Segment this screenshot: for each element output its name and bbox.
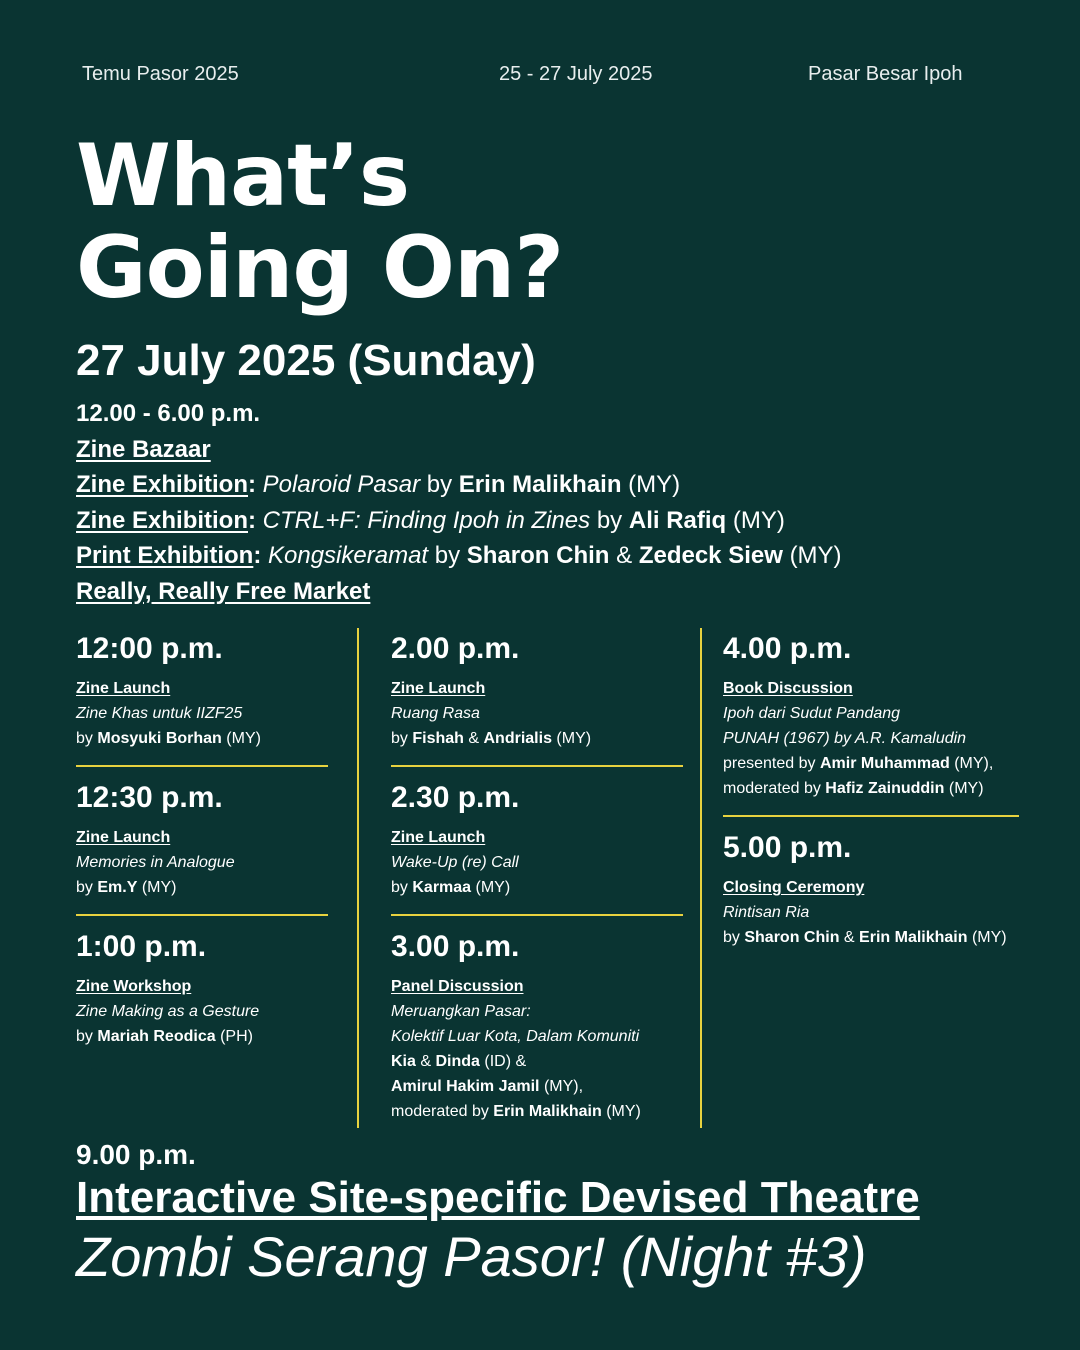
- headline-line-1: What’s: [76, 126, 410, 226]
- slot-category[interactable]: Zine Launch: [391, 829, 486, 846]
- by-text: by: [76, 879, 93, 896]
- country-code: (MY): [628, 471, 681, 498]
- slot-category[interactable]: Panel Discussion: [391, 978, 524, 995]
- exhibition-3-label[interactable]: Print Exhibition: [76, 542, 254, 569]
- by-text: by: [391, 879, 408, 896]
- exhibition-3: Print Exhibition: Kongsikeramat by Sharon Chin & Zedeck Siew (MY): [76, 542, 842, 569]
- artist-name: Ali Rafiq: [628, 506, 727, 534]
- slot-category[interactable]: Zine Workshop: [76, 978, 192, 995]
- by-text: by: [426, 471, 453, 498]
- exhibition-2: Zine Exhibition: CTRL+F: Finding Ipoh in Zines by Ali Rafiq (MY): [76, 506, 785, 534]
- by-text: by: [434, 542, 461, 569]
- all-day-programme: [76, 396, 842, 609]
- moderator-name: Hafiz Zainuddin: [825, 780, 945, 797]
- country-code: (MY): [556, 730, 592, 747]
- speaker-name: Dinda: [435, 1053, 480, 1070]
- by-text: by: [391, 730, 408, 747]
- slot-time: 3.00 p.m.: [391, 930, 520, 963]
- column-divider: [357, 628, 359, 1128]
- schedule-slot: [723, 630, 1019, 815]
- speaker-name: Karmaa: [412, 879, 472, 896]
- country-code: (MY): [606, 1103, 641, 1120]
- free-market-link[interactable]: Really, Really Free Market: [76, 577, 371, 605]
- schedule-slot: [391, 914, 683, 1138]
- headline: [76, 126, 564, 318]
- presented-by-text: presented by: [723, 755, 816, 772]
- exhibition-1-title: Polaroid Pasar: [262, 471, 421, 498]
- country-code: (MY): [948, 780, 984, 797]
- ampersand: &: [843, 929, 855, 946]
- country-code: (MY): [141, 879, 177, 896]
- slot-category[interactable]: Zine Launch: [76, 680, 171, 697]
- speaker-name: Fishah: [412, 730, 464, 747]
- country-code: (MY): [789, 542, 842, 569]
- country-code: (ID) &: [484, 1053, 527, 1070]
- moderator-name: Erin Malikhain: [493, 1103, 602, 1120]
- exhibition-1-label[interactable]: Zine Exhibition: [76, 471, 248, 498]
- slot-category[interactable]: Book Discussion: [723, 680, 853, 697]
- moderated-by-text: moderated by: [391, 1103, 489, 1120]
- country-code: (MY),: [543, 1078, 584, 1095]
- slot-title: Memories in Analogue: [76, 854, 235, 871]
- schedule-slot: [76, 914, 328, 1063]
- exhibition-2-label[interactable]: Zine Exhibition: [76, 506, 248, 534]
- column-divider: [700, 628, 702, 1128]
- slot-time: 12:00 p.m.: [76, 632, 223, 665]
- event-dates: 25 - 27 July 2025: [499, 63, 653, 85]
- ampersand: &: [616, 542, 633, 569]
- night-title-link[interactable]: Interactive Site-specific Devised Theatre: [76, 1173, 920, 1222]
- all-day-time: 12.00 - 6.00 p.m.: [76, 400, 261, 427]
- country-code: (PH): [220, 1028, 253, 1045]
- country-code: (MY),: [954, 755, 994, 772]
- by-text: by: [723, 929, 740, 946]
- schedule-slot: [76, 630, 328, 765]
- event-name: Temu Pasor 2025: [82, 63, 239, 85]
- speaker-name: Erin Malikhain: [859, 929, 968, 946]
- speaker-name: Kia: [391, 1053, 416, 1070]
- schedule-slot: [76, 765, 328, 914]
- artist-name: Erin Malikhain: [458, 471, 622, 498]
- artist-name: Sharon Chin: [466, 542, 610, 569]
- day-title: 27 July 2025 (Sunday): [76, 336, 536, 385]
- slot-category[interactable]: Zine Launch: [76, 829, 171, 846]
- slot-time: 12:30 p.m.: [76, 781, 223, 814]
- slot-title: Meruangkan Pasar:: [391, 1003, 531, 1020]
- exhibition-2-title: CTRL+F: Finding Ipoh in Zines: [262, 506, 591, 534]
- event-venue: Pasar Besar Ipoh: [808, 63, 963, 85]
- artist-name: Zedeck Siew: [638, 542, 783, 569]
- schedule-column-1: [76, 630, 328, 1063]
- schedule-slot: [391, 630, 683, 765]
- country-code: (MY): [475, 879, 511, 896]
- speaker-name: Amirul Hakim Jamil: [391, 1078, 540, 1095]
- zine-bazaar-link[interactable]: Zine Bazaar: [76, 435, 211, 463]
- speaker-name: Mosyuki Borhan: [97, 730, 222, 747]
- exhibition-1: Zine Exhibition: Polaroid Pasar by Erin Malikhain (MY): [76, 471, 681, 498]
- slot-title: Wake-Up (re) Call: [391, 854, 519, 871]
- slot-time: 5.00 p.m.: [723, 831, 852, 864]
- slot-title: Zine Khas untuk IIZF25: [76, 705, 243, 722]
- ampersand: &: [420, 1053, 432, 1070]
- slot-title: Zine Making as a Gesture: [76, 1003, 260, 1020]
- slot-category[interactable]: Zine Launch: [391, 680, 486, 697]
- speaker-name: Andrialis: [483, 730, 552, 747]
- slot-title: Kolektif Luar Kota, Dalam Komuniti: [391, 1028, 640, 1045]
- night-subtitle: Zombi Serang Pasor! (Night #3): [76, 1225, 867, 1288]
- night-time: 9.00 p.m.: [76, 1139, 196, 1170]
- by-text: by: [596, 506, 623, 534]
- exhibition-3-title: Kongsikeramat: [268, 542, 429, 569]
- schedule-slot: [723, 815, 1019, 964]
- slot-title: PUNAH (1967) by A.R. Kamaludin: [723, 730, 967, 747]
- country-code: (MY): [226, 730, 261, 747]
- by-text: by: [76, 730, 93, 747]
- slot-time: 2.00 p.m.: [391, 632, 520, 665]
- night-programme: [76, 1138, 920, 1290]
- slot-title: Rintisan Ria: [723, 904, 810, 921]
- speaker-name: Sharon Chin: [744, 929, 840, 946]
- speaker-name: Amir Muhammad: [819, 755, 950, 772]
- country-code: (MY): [971, 929, 1007, 946]
- moderated-by-text: moderated by: [723, 780, 821, 797]
- slot-title: Ruang Rasa: [391, 705, 480, 722]
- schedule-column-3: [723, 630, 1019, 964]
- ampersand: &: [468, 730, 480, 747]
- slot-title: Ipoh dari Sudut Pandang: [723, 705, 901, 722]
- slot-time: 1:00 p.m.: [76, 930, 207, 963]
- speaker-name: Em.Y: [97, 879, 138, 896]
- schedule-column-2: [391, 630, 683, 1138]
- slot-time: 2.30 p.m.: [391, 781, 520, 814]
- by-text: by: [76, 1028, 93, 1045]
- slot-time: 4.00 p.m.: [723, 632, 852, 665]
- country-code: (MY): [732, 506, 785, 534]
- schedule-slot: [391, 765, 683, 914]
- speaker-name: Mariah Reodica: [97, 1028, 216, 1045]
- headline-line-2: Going On?: [76, 218, 564, 318]
- slot-category[interactable]: Closing Ceremony: [723, 879, 865, 896]
